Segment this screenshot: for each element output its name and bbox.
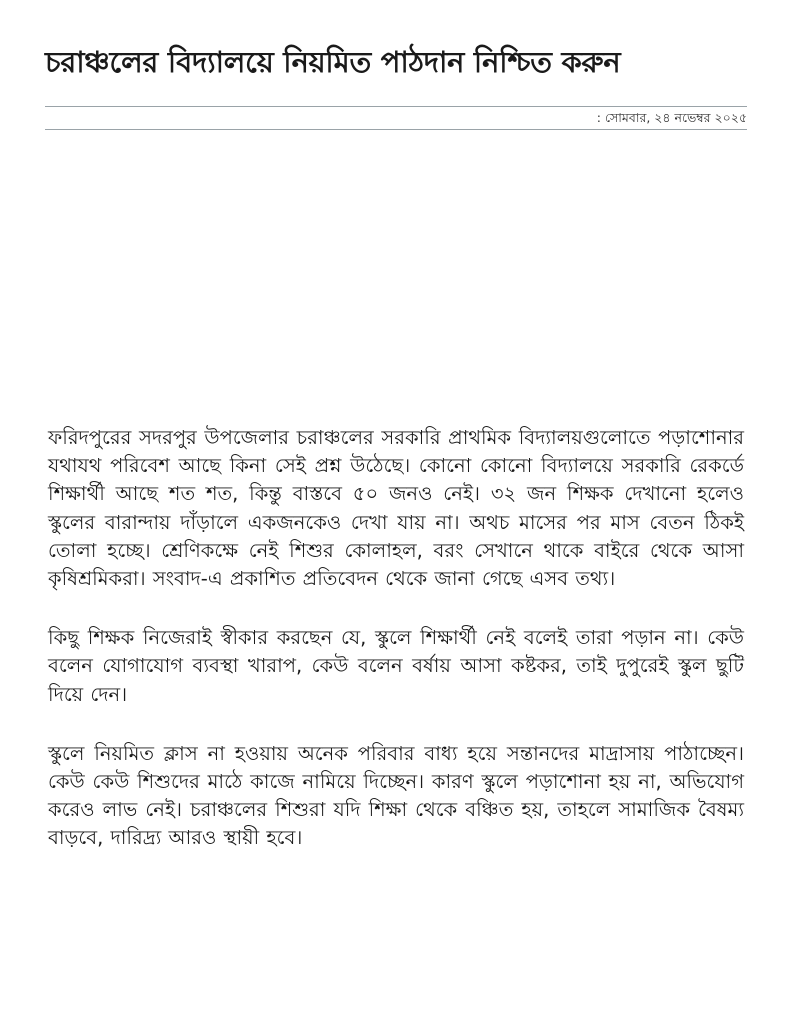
article-paragraph: স্কুলে নিয়মিত ক্লাস না হওয়ায় অনেক পরিবার বাধ্য হয়ে সন্তানদের মাদ্রাসায় পাঠাচ্ছেন। কেউ কেউ শিশুদের মাঠে কাজে নামিয়ে দিচ্ছেন। কারণ স্কুলে পড়াশোনা হয় না, অভিযোগ করেও লাভ নেই। চরাঞ্চলের শিশুরা যদি শিক্ষা থেকে বঞ্চিত হয়, তাহলে সামাজিক বৈষম্য বাড়বে, দারিদ্র্য আরও স্থায়ী হবে। [48, 741, 744, 850]
article-headline: চরাঞ্চলের বিদ্যালয়ে নিয়মিত পাঠদান নিশ্চিত করুন [45, 45, 621, 79]
article-paragraph: কিছু শিক্ষক নিজেরাই স্বীকার করছেন যে, স্কুলে শিক্ষার্থী নেই বলেই তারা পড়ান না। কেউ বলেন যোগাযোগ ব্যবস্থা খারাপ, কেউ বলেন বর্ষায় আসা কষ্টকর, তাই দুপুরেই স্কুল ছুটি দিয়ে দেন। [48, 626, 744, 706]
article-paragraph: ফরিদপুরের সদরপুর উপজেলার চরাঞ্চলের সরকারি প্রাথমিক বিদ্যালয়গুলোতে পড়াশোনার যথাযথ পরিবেশ আছে কিনা সেই প্রশ্ন উঠেছে। কোনো কোনো বিদ্যালয়ে সরকারি রেকর্ডে শিক্ষার্থী আছে শত শত, কিন্তু বাস্তবে ৫০ জনও নেই। ৩২ জন শিক্ষক দেখানো হলেও স্কুলের বারান্দায় দাঁড়ালে একজনকেও দেখা যায় না। অথচ মাসের পর মাস বেতন ঠিকই তোলা হচ্ছে। শ্রেণিকক্ষে নেই শিশুর কোলাহল, বরং সেখানে থাকে বাইরে থেকে আসা কৃষিশ্রমিকরা। সংবাদ-এ প্রকাশিত প্রতিবেদন থেকে জানা গেছে এসব তথ্য। [48, 426, 744, 591]
article-body [48, 424, 744, 884]
header-divider-bottom [45, 129, 747, 130]
article-image-area [45, 140, 747, 410]
header-divider-top [45, 106, 747, 107]
article-dateline: : সোমবার, ২৪ নভেম্বর ২০২৫ [596, 110, 747, 125]
